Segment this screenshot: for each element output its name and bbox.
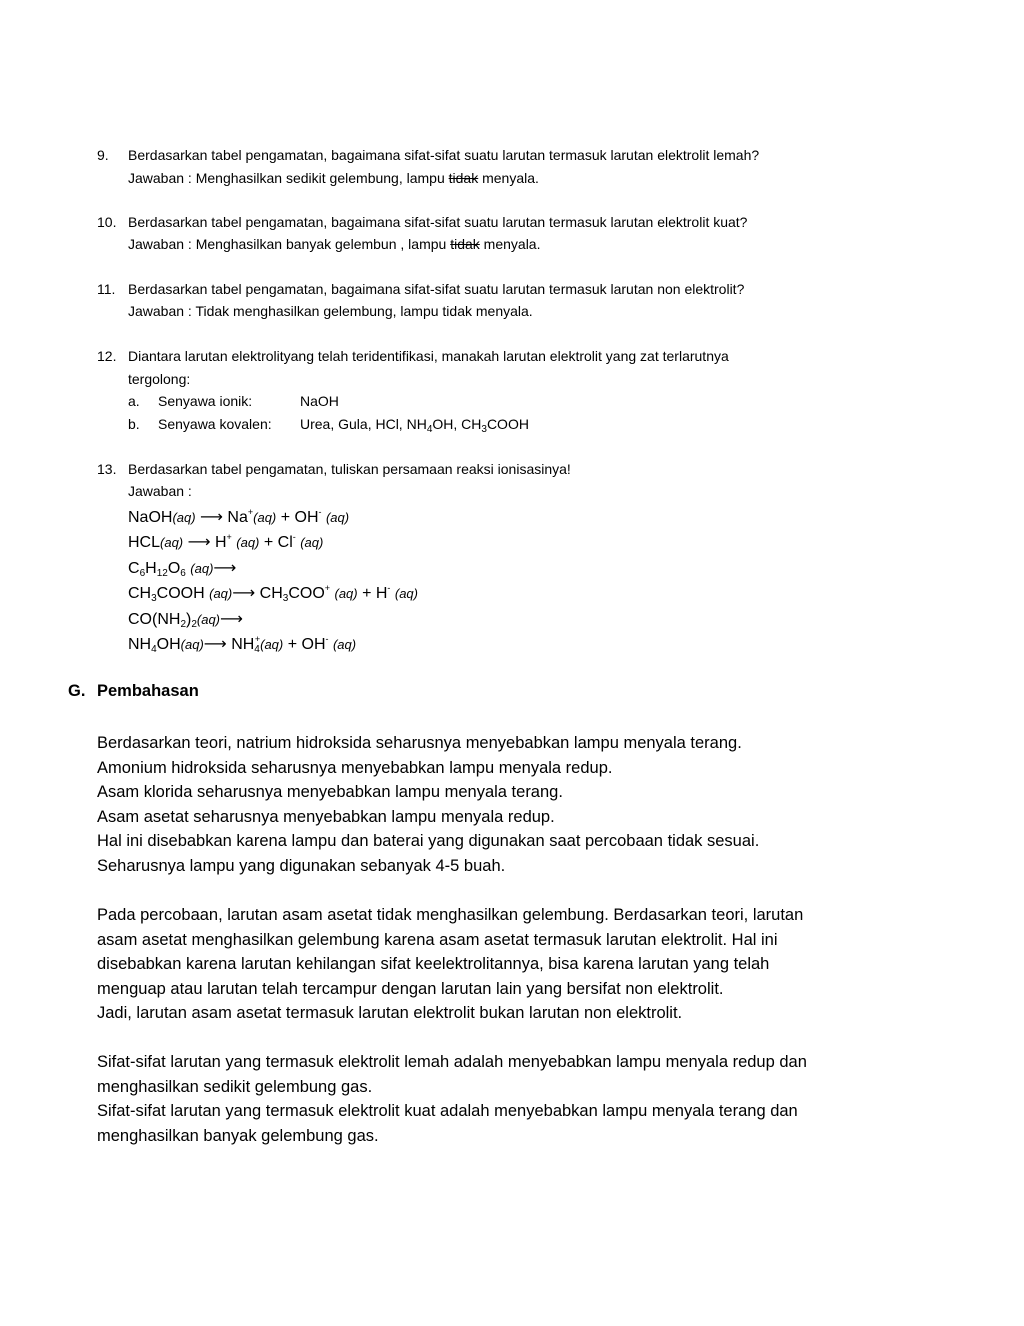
list-item-name: Senyawa kovalen: (158, 416, 272, 432)
question-text: Berdasarkan tabel pengamatan, bagaimana sifat-sifat suatu larutan termasuk larutan non elektrolit? (128, 281, 745, 297)
list-item-value: NaOH (300, 393, 339, 409)
paragraph-line: Jadi, larutan asam asetat termasuk larutan elektrolit bukan larutan non elektrolit. (97, 1004, 683, 1022)
section-label: G. (68, 682, 86, 700)
paragraph-line: Sifat-sifat larutan yang termasuk elektrolit lemah adalah menyebabkan lampu menyala redup dan (97, 1053, 807, 1071)
paragraph-line: Asam asetat seharusnya menyebabkan lampu menyala redup. (97, 807, 555, 826)
question-number: 11. (97, 281, 116, 297)
question-number: 9. (97, 147, 109, 163)
paragraph-line: Berdasarkan teori, natrium hidroksida seharusnya menyebabkan lampu menyala terang. (97, 734, 742, 752)
paragraph-line: asam asetat menghasilkan gelembung karena asam asetat termasuk larutan elektrolit. Hal ini (97, 930, 778, 949)
reaction-equation-4: $CH_3COOH$ (aq)⟶ $CH_3COO^+$ (aq) + H- (aq) (128, 583, 418, 604)
question-text: Diantara larutan elektrolityang telah teridentifikasi, manakah larutan elektrolit yang zat terlarutnya (128, 348, 729, 364)
reaction-equation-2: HCL(aq) ⟶ H+ (aq) + Cl- (aq) (128, 532, 324, 551)
answer-text: Jawaban : Tidak menghasilkan gelembung, lampu tidak menyala. (128, 303, 533, 319)
paragraph-line: disebabkan karena larutan kehilangan sifat keelektrolitannya, bisa karena larutan yang telah (97, 955, 770, 973)
paragraph-line: Hal ini disebabkan karena lampu dan baterai yang digunakan saat percobaan tidak sesuai. (97, 832, 760, 850)
paragraph-line: menghasilkan banyak gelembung gas. (97, 1126, 379, 1145)
question-text: Berdasarkan tabel pengamatan, tuliskan persamaan reaksi ionisasinya! (128, 461, 571, 477)
paragraph-line: menguap atau larutan telah tercampur dengan larutan lain yang bersifat non elektrolit. (97, 979, 724, 998)
paragraph-line: Sifat-sifat larutan yang termasuk elektrolit kuat adalah menyebabkan lampu menyala terang dan (97, 1102, 798, 1120)
paragraph-2 (97, 903, 803, 1026)
question-text: Berdasarkan tabel pengamatan, bagaimana sifat-sifat suatu larutan termasuk larutan elektrolit kuat? (128, 214, 748, 230)
question-text: Berdasarkan tabel pengamatan, bagaimana sifat-sifat suatu larutan termasuk larutan elektrolit lemah? (128, 147, 760, 163)
answer-text: Jawaban : Menghasilkan sedikit gelembung, lampu tidak menyala. (128, 170, 539, 186)
question-text-continued: tergolong: (128, 371, 191, 387)
list-label: a. (128, 393, 140, 409)
list-item-value: Urea, Gula, HCl, $NH_4OH$, $CH_3COOH$ (300, 416, 529, 435)
answer-label: Jawaban : (128, 483, 192, 499)
reaction-equation-3: $C_6H_{12}O_6$ (aq)⟶ (128, 560, 237, 579)
question-number: 10. (97, 214, 117, 230)
question-number: 13. (97, 461, 117, 477)
list-item-name: Senyawa ionik: (158, 393, 253, 409)
paragraph-line: menghasilkan sedikit gelembung gas. (97, 1077, 373, 1096)
reaction-equation-5: $CO(NH_2)_2(aq)⟶$ (128, 611, 243, 630)
paragraph-1 (97, 731, 759, 878)
paragraph-3 (97, 1050, 807, 1148)
reaction-equation-6: $NH_4OH(aq)⟶$ $NH_4^+(aq) + OH^-$ (aq) (128, 634, 357, 655)
reaction-equation-1: NaOH(aq) ⟶ Na+(aq) + OH- (aq) (128, 507, 350, 526)
struck-word: tidak (448, 170, 479, 186)
struck-word: tidak (450, 236, 480, 252)
paragraph-line: Asam klorida seharusnya menyebabkan lampu menyala terang. (97, 783, 563, 801)
section-title: Pembahasan (97, 682, 199, 700)
list-label: b. (128, 416, 140, 432)
paragraph-line: Pada percobaan, larutan asam asetat tidak menghasilkan gelembung. Berdasarkan teori, larutan (97, 906, 804, 924)
paragraph-line: Amonium hidroksida seharusnya menyebabkan lampu menyala redup. (97, 758, 613, 777)
answer-text: Jawaban : Menghasilkan banyak gelembun , lampu tidak menyala. (128, 236, 541, 252)
paragraph-line: Seharusnya lampu yang digunakan sebanyak 4-5 buah. (97, 856, 506, 875)
question-number: 12. (97, 348, 117, 364)
